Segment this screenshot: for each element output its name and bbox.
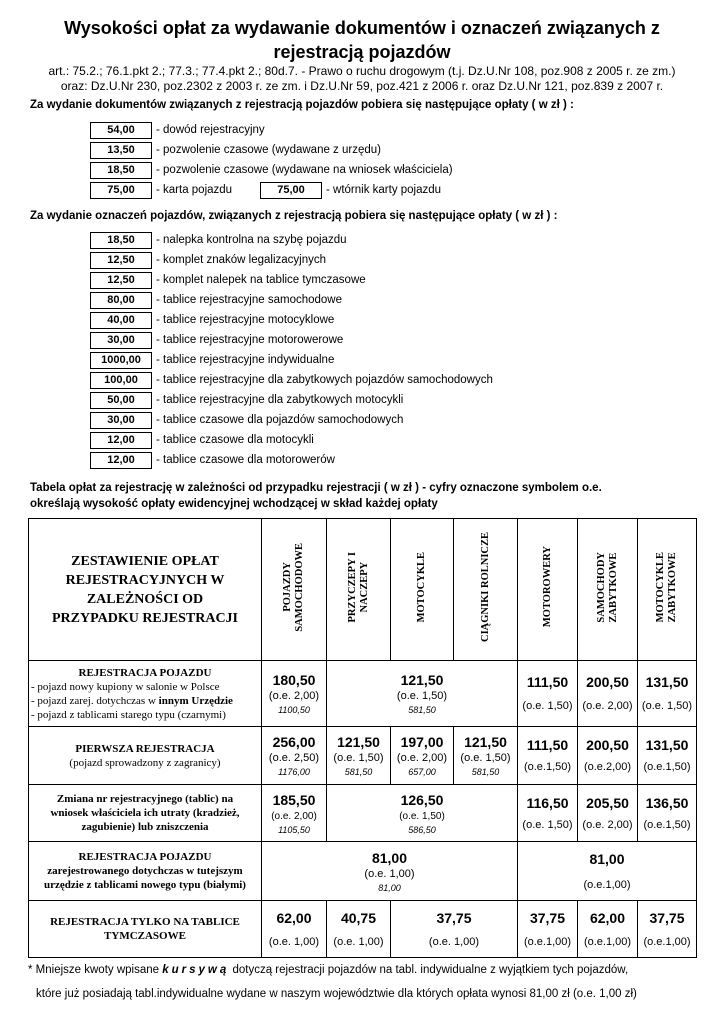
fee-item bbox=[90, 140, 381, 160]
col-header-cars: POJAZDY SAMOCHODOWE bbox=[262, 519, 327, 661]
fee-label-duplicate: - wtórnik karty pojazdu bbox=[326, 184, 442, 196]
fee-label: - tablice rejestracyjne samochodowe bbox=[156, 294, 343, 306]
documents-heading: Za wydanie dokumentów związanych z rejestracją pojazdów pobiera się następujące opłaty ( w zł ) : bbox=[30, 99, 574, 111]
fee-label: - komplet znaków legalizacyjnych bbox=[156, 254, 327, 266]
fee-amount: 13,50 bbox=[90, 142, 152, 159]
fee-cell: 37,75 (o.e.1,00) bbox=[518, 901, 578, 958]
row-header: REJESTRACJA TYLKO NA TABLICE TYMCZASOWE bbox=[29, 901, 262, 958]
fee-label: - karta pojazdu bbox=[156, 184, 233, 196]
fee-amount: 30,00 bbox=[90, 412, 152, 429]
fee-cell: 256,00 (o.e. 2,50) 1176,00 bbox=[262, 727, 327, 785]
fee-amount: 1000,00 bbox=[90, 352, 152, 369]
fee-item bbox=[90, 160, 453, 180]
table-row-registration bbox=[29, 661, 697, 727]
table-row-temporary-plates bbox=[29, 901, 697, 958]
fee-label: - tablice rejestracyjne indywidualne bbox=[156, 354, 335, 366]
legal-refs-line2: oraz: Dz.U.Nr 230, poz.2302 z 2003 r. ze zm. i Dz.U.Nr 59, poz.421 z 2006 r. oraz Dz.U.Nr 121, poz.839 z 2007 r. bbox=[60, 79, 664, 93]
fee-item bbox=[90, 330, 343, 350]
table-row-reregistration bbox=[29, 842, 697, 901]
fee-amount: 12,50 bbox=[90, 252, 152, 269]
fee-item bbox=[90, 370, 493, 390]
fee-amount: 100,00 bbox=[90, 372, 152, 389]
table-intro-line1: Tabela opłat za rejestrację w zależności od przypadku rejestracji ( w zł ) - cyfry oznaczone symbolem o.e. bbox=[30, 482, 602, 494]
markings-heading: Za wydanie oznaczeń pojazdów, związanych z rejestracją pobiera się następujące opłaty ( w zł ) : bbox=[30, 210, 558, 222]
footnote-line2: które już posiadają tabl.indywidualne wydane w naszym województwie dla których opłata wynosi 81,00 zł (o.e. 1,00 zł) bbox=[36, 988, 637, 1000]
fee-cell: 81,00 (o.e.1,00) bbox=[518, 842, 697, 901]
footnote-line1: * Mniejsze kwoty wpisane kursywą dotyczą rejestracji pojazdów na tabl. indywidualne z wyjątkiem tych pojazdów, bbox=[28, 964, 629, 976]
fee-label: - tablice czasowe dla motocykli bbox=[156, 434, 314, 446]
fee-item bbox=[90, 120, 265, 140]
fee-cell: 37,75 (o.e. 1,00) bbox=[391, 901, 518, 958]
fee-label: - nalepka kontrolna na szybę pojazdu bbox=[156, 234, 347, 246]
fee-label: - tablice rejestracyjne motorowerowe bbox=[156, 334, 344, 346]
fee-cell: 116,50 (o.e. 1,50) bbox=[518, 785, 578, 842]
fee-cell: 126,50 (o.e. 1,50) 586,50 bbox=[327, 785, 518, 842]
fee-cell: 197,00 (o.e. 2,00) 657,00 bbox=[391, 727, 454, 785]
col-header-tractors: CIĄGNIKI ROLNICZE bbox=[454, 519, 518, 661]
col-header-trailers: PRZYCZEPY I NACZEPY bbox=[327, 519, 391, 661]
fee-label: - tablice rejestracyjne motocyklowe bbox=[156, 314, 335, 326]
table-row-number-change bbox=[29, 785, 697, 842]
fee-amount: 12,50 bbox=[90, 272, 152, 289]
legal-refs-line1: art.: 75.2.; 76.1.pkt 2.; 77.3.; 77.4.pkt 2.; 80d.7. - Prawo o ruchu drogowym (t.j. Dz.U.Nr 108, poz.908 z 2005 r. ze zm.) bbox=[48, 64, 676, 78]
fee-amount: 12,00 bbox=[90, 452, 152, 469]
col-header-vintage-cars: SAMOCHODY ZABYTKOWE bbox=[578, 519, 638, 661]
fee-amount: 80,00 bbox=[90, 292, 152, 309]
fee-cell: 136,50 (o.e.1,50) bbox=[638, 785, 697, 842]
table-intro bbox=[30, 480, 690, 512]
fee-cell: 111,50 (o.e. 1,50) bbox=[518, 661, 578, 727]
fee-cell: 131,50 (o.e.1,50) bbox=[638, 727, 697, 785]
page-title: Wysokości opłat za wydawanie dokumentów i oznaczeń związanych z rejestracją pojazdów bbox=[64, 18, 660, 62]
table-header-row bbox=[29, 519, 697, 661]
fee-cell: 205,50 (o.e. 2,00) bbox=[578, 785, 638, 842]
fee-label: - tablice czasowe dla motorowerów bbox=[156, 454, 335, 466]
fee-cell: 37,75 (o.e.1,00) bbox=[638, 901, 697, 958]
fee-amount: 54,00 bbox=[90, 122, 152, 139]
fee-cell: 200,50 (o.e.2,00) bbox=[578, 727, 638, 785]
fee-label: - dowód rejestracyjny bbox=[156, 124, 265, 136]
fee-cell: 121,50 (o.e. 1,50) 581,50 bbox=[327, 661, 518, 727]
fee-amount: 18,50 bbox=[90, 162, 152, 179]
fee-item bbox=[90, 410, 403, 430]
col-header-vintage-motorcycles: MOTOCYKLE ZABYTKOWE bbox=[638, 519, 697, 661]
registration-fees-table bbox=[28, 518, 697, 958]
fee-label: - pozwolenie czasowe (wydawane z urzędu) bbox=[156, 144, 381, 156]
fee-label: - tablice rejestracyjne dla zabytkowych motocykli bbox=[156, 394, 404, 406]
fee-item bbox=[90, 350, 334, 370]
fee-item bbox=[90, 250, 326, 270]
fee-item bbox=[90, 390, 403, 410]
fee-item bbox=[90, 230, 347, 250]
row-header: PIERWSZA REJESTRACJA (pojazd sprowadzony z zagranicy) bbox=[29, 727, 262, 785]
fee-amount: 75,00 bbox=[90, 182, 152, 199]
row-header: Zmiana nr rejestracyjnego (tablic) na wniosek właściciela ich utraty (kradzież, zagubienie) lub zniszczenia bbox=[29, 785, 262, 842]
fee-amount: 40,00 bbox=[90, 312, 152, 329]
fee-cell: 185,50 (o.e. 2,00) 1105,50 bbox=[262, 785, 327, 842]
fee-item bbox=[90, 270, 366, 290]
fee-cell: 111,50 (o.e.1,50) bbox=[518, 727, 578, 785]
footnote bbox=[28, 958, 708, 1006]
table-row-first-registration bbox=[29, 727, 697, 785]
fee-amount: 30,00 bbox=[90, 332, 152, 349]
fee-cell: 62,00 (o.e. 1,00) bbox=[262, 901, 327, 958]
fee-cell: 131,50 (o.e. 1,50) bbox=[638, 661, 697, 727]
fee-item bbox=[90, 290, 342, 310]
fee-label: - tablice czasowe dla pojazdów samochodowych bbox=[156, 414, 404, 426]
fee-item bbox=[90, 450, 335, 470]
fee-cell: 81,00 (o.e. 1,00) 81,00 bbox=[262, 842, 518, 901]
fee-cell: 180,50 (o.e. 2,00) 1100,50 bbox=[262, 661, 327, 727]
fee-cell: 121,50 (o.e. 1,50) 581,50 bbox=[454, 727, 518, 785]
fee-label: - tablice rejestracyjne dla zabytkowych pojazdów samochodowych bbox=[156, 374, 493, 386]
row-header: REJESTRACJA POJAZDU - pojazd nowy kupiony w salonie w Polsce - pojazd zarej. dotychczas w innym Urzędzie - pojazd z tablicami starego typu (czarnymi) bbox=[29, 661, 262, 727]
col-header-motorcycles: MOTOCYKLE bbox=[391, 519, 454, 661]
fee-amount-duplicate: 75,00 bbox=[260, 182, 322, 199]
fee-amount: 12,00 bbox=[90, 432, 152, 449]
table-header-title: ZESTAWIENIE OPŁAT REJESTRACYJNYCH W ZALEŻNOŚCI OD PRZYPADKU REJESTRACJI bbox=[29, 519, 262, 661]
fee-cell: 121,50 (o.e. 1,50) 581,50 bbox=[327, 727, 391, 785]
table-intro-line2: określają wysokość opłaty ewidencyjnej wchodzącej w skład każdej opłaty bbox=[30, 498, 438, 510]
fee-cell: 40,75 (o.e. 1,00) bbox=[327, 901, 391, 958]
fee-cell: 200,50 (o.e. 2,00) bbox=[578, 661, 638, 727]
fee-amount: 50,00 bbox=[90, 392, 152, 409]
legal-references bbox=[20, 64, 704, 94]
fee-amount: 18,50 bbox=[90, 232, 152, 249]
fee-label: - komplet nalepek na tablice tymczasowe bbox=[156, 274, 366, 286]
fee-cell: 62,00 (o.e.1,00) bbox=[578, 901, 638, 958]
col-header-mopeds: MOTOROWERY bbox=[518, 519, 578, 661]
fee-item bbox=[90, 430, 314, 450]
fee-item bbox=[90, 310, 334, 330]
fee-item bbox=[90, 180, 441, 200]
row-header: REJESTRACJA POJAZDU zarejestrowanego dotychczas w tutejszym urzędzie z tablicami nowego typu (białymi) bbox=[29, 842, 262, 901]
fee-label: - pozwolenie czasowe (wydawane na wniosek właściciela) bbox=[156, 164, 453, 176]
